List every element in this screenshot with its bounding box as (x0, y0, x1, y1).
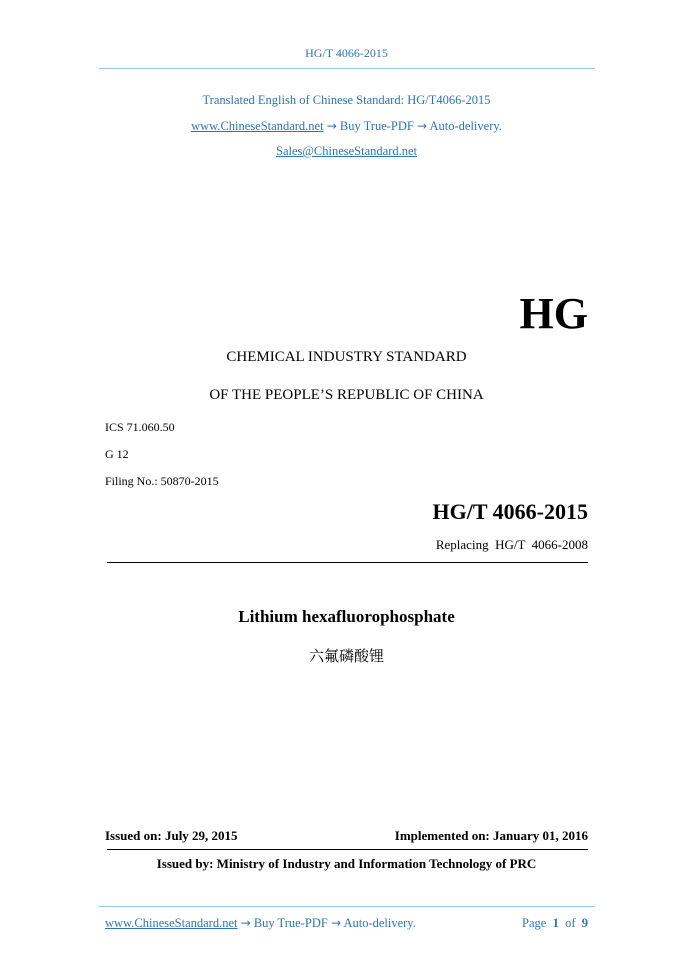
implemented-on: Implemented on: January 01, 2016 (394, 828, 588, 843)
issued-by: Issued by: Ministry of Industry and Information Technology of PRC (156, 856, 537, 871)
filing-number: Filing No.: 50870-2015 (105, 474, 219, 488)
delivery-text: Auto-delivery. (429, 119, 502, 133)
replacing-standard: Replacing HG/T 4066-2008 (435, 537, 588, 552)
standard-title-line2: OF THE PEOPLE’S REPUBLIC OF CHINA (209, 387, 484, 403)
arrow-icon: → (326, 119, 337, 133)
running-header-code: HG/T 4066-2015 (305, 46, 388, 60)
page-current: 1 (552, 916, 559, 930)
page-of: of (565, 916, 576, 930)
arrow-icon: → (417, 119, 428, 133)
document-title: Lithium hexafluorophosphate (238, 607, 455, 626)
site-link[interactable]: www.ChineseStandard.net (191, 119, 324, 133)
footer-site-link[interactable]: www.ChineseStandard.net (105, 916, 238, 930)
email-link[interactable]: Sales@ChineseStandard.net (276, 144, 417, 158)
arrow-icon: → (240, 916, 251, 930)
footer-buy-line (105, 916, 416, 931)
header-divider (99, 68, 595, 69)
footer-divider (99, 906, 595, 907)
footer-delivery-text: Auto-delivery. (343, 916, 416, 930)
standard-logo: HG (519, 289, 588, 338)
standard-number: HG/T 4066-2015 (432, 499, 588, 524)
translated-line: Translated English of Chinese Standard: HG/T4066-2015 (202, 93, 491, 107)
page-label: Page (522, 916, 547, 930)
document-title-chinese: 六氟磷酸锂 (308, 647, 384, 665)
standard-title-line1: CHEMICAL INDUSTRY STANDARD (226, 349, 467, 365)
page-indicator (480, 916, 588, 931)
email-line (0, 144, 693, 159)
ccs-code: G 12 (105, 447, 129, 461)
buy-line (0, 119, 693, 134)
title-divider (107, 562, 588, 563)
arrow-icon: → (330, 916, 341, 930)
buy-text: Buy True-PDF (339, 119, 414, 133)
ics-code: ICS 71.060.50 (105, 420, 175, 434)
page-total: 9 (581, 916, 588, 930)
issued-on: Issued on: July 29, 2015 (105, 828, 238, 843)
footer-buy-text: Buy True-PDF (253, 916, 328, 930)
issue-divider (107, 849, 588, 850)
